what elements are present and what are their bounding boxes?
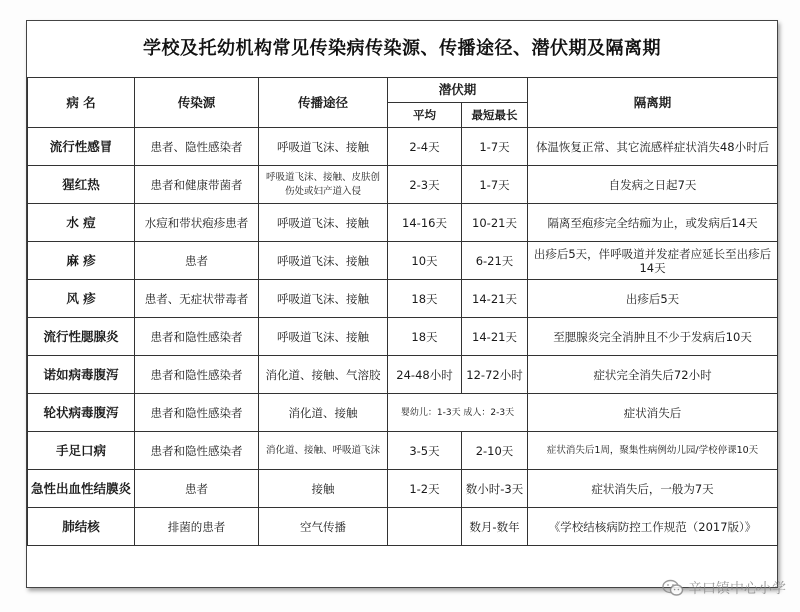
disease-name: 流行性感冒 xyxy=(28,128,135,166)
route-cell: 呼吸道飞沫、接触 xyxy=(259,318,388,356)
disease-name: 流行性腮腺炎 xyxy=(28,318,135,356)
isolation-cell: 隔离至疱疹完全结痂为止，或发病后14天 xyxy=(528,204,778,242)
isolation-cell: 出疹后5天，伴呼吸道并发症者应延长至出疹后14天 xyxy=(528,242,778,280)
range-cell: 数月-数年 xyxy=(462,508,528,546)
disease-name: 风 疹 xyxy=(28,280,135,318)
route-cell: 呼吸道飞沫、接触 xyxy=(259,242,388,280)
source-cell: 患者和隐性感染者 xyxy=(135,432,259,470)
isolation-cell: 症状完全消失后72小时 xyxy=(528,356,778,394)
isolation-cell: 出疹后5天 xyxy=(528,280,778,318)
route-cell: 消化道、接触、气溶胶 xyxy=(259,356,388,394)
table-row xyxy=(28,128,778,166)
source-cell: 水痘和带状疱疹患者 xyxy=(135,204,259,242)
wechat-icon xyxy=(662,579,684,597)
isolation-cell: 《学校结核病防控工作规范（2017版）》 xyxy=(528,508,778,546)
disease-name: 手足口病 xyxy=(28,432,135,470)
disease-name: 急性出血性结膜炎 xyxy=(28,470,135,508)
average-cell: 18天 xyxy=(388,280,462,318)
route-cell: 呼吸道飞沫、接触 xyxy=(259,204,388,242)
isolation-cell: 自发病之日起7天 xyxy=(528,166,778,204)
header-disease: 病 名 xyxy=(28,78,135,128)
source-cell: 患者和隐性感染者 xyxy=(135,318,259,356)
header-incubation: 潜伏期 xyxy=(388,78,528,103)
average-cell: 14-16天 xyxy=(388,204,462,242)
table-row xyxy=(28,318,778,356)
disease-name: 轮状病毒腹泻 xyxy=(28,394,135,432)
header-isolation: 隔离期 xyxy=(528,78,778,128)
average-cell: 10天 xyxy=(388,242,462,280)
range-cell: 1-7天 xyxy=(462,128,528,166)
range-cell: 14-21天 xyxy=(462,280,528,318)
header-route: 传播途径 xyxy=(259,78,388,128)
header-average: 平均 xyxy=(388,103,462,128)
watermark-text: 辛口镇中心小学 xyxy=(688,581,786,597)
table-row xyxy=(28,432,778,470)
average-cell: 18天 xyxy=(388,318,462,356)
average-cell: 3-5天 xyxy=(388,432,462,470)
isolation-cell: 症状消失后，一般为7天 xyxy=(528,470,778,508)
range-cell: 2-10天 xyxy=(462,432,528,470)
isolation-cell: 症状消失后 xyxy=(528,394,778,432)
disease-name: 诺如病毒腹泻 xyxy=(28,356,135,394)
route-cell: 消化道、接触 xyxy=(259,394,388,432)
table-row xyxy=(28,508,778,546)
source-cell: 患者和健康带菌者 xyxy=(135,166,259,204)
route-cell: 空气传播 xyxy=(259,508,388,546)
header-row-1 xyxy=(28,78,778,103)
disease-name: 麻 疹 xyxy=(28,242,135,280)
route-cell: 接触 xyxy=(259,470,388,508)
range-cell: 6-21天 xyxy=(462,242,528,280)
isolation-cell: 体温恢复正常、其它流感样症状消失48小时后 xyxy=(528,128,778,166)
table-row xyxy=(28,356,778,394)
average-cell: 2-4天 xyxy=(388,128,462,166)
average-cell: 1-2天 xyxy=(388,470,462,508)
table-row xyxy=(28,280,778,318)
header-source: 传染源 xyxy=(135,78,259,128)
average-cell: 24-48小时 xyxy=(388,356,462,394)
disease-name: 猩红热 xyxy=(28,166,135,204)
isolation-cell: 至腮腺炎完全消肿且不少于发病后10天 xyxy=(528,318,778,356)
table-row xyxy=(28,470,778,508)
route-cell: 呼吸道飞沫、接触 xyxy=(259,128,388,166)
source-cell: 患者和隐性感染者 xyxy=(135,394,259,432)
average-cell: 2-3天 xyxy=(388,166,462,204)
source-cell: 患者、隐性感染者 xyxy=(135,128,259,166)
source-cell: 患者 xyxy=(135,470,259,508)
route-cell: 消化道、接触、呼吸道飞沫 xyxy=(259,432,388,470)
range-cell: 12-72小时 xyxy=(462,356,528,394)
range-cell: 数小时-3天 xyxy=(462,470,528,508)
watermark xyxy=(662,578,786,598)
route-cell: 呼吸道飞沫、接触 xyxy=(259,280,388,318)
table-row xyxy=(28,394,778,432)
table-row xyxy=(28,242,778,280)
source-cell: 患者、无症状带毒者 xyxy=(135,280,259,318)
incubation-merged-cell: 婴幼儿：1-3天 成人：2-3天 xyxy=(388,394,528,432)
source-cell: 排菌的患者 xyxy=(135,508,259,546)
source-cell: 患者 xyxy=(135,242,259,280)
isolation-cell: 症状消失后1周，聚集性病例幼儿园/学校停课10天 xyxy=(528,432,778,470)
source-cell: 患者和隐性感染者 xyxy=(135,356,259,394)
table-row xyxy=(28,166,778,204)
range-cell: 14-21天 xyxy=(462,318,528,356)
header-min-max: 最短最长 xyxy=(462,103,528,128)
range-cell: 1-7天 xyxy=(462,166,528,204)
table-row xyxy=(28,204,778,242)
disease-name: 肺结核 xyxy=(28,508,135,546)
average-cell xyxy=(388,508,462,546)
page-title: 学校及托幼机构常见传染病传染源、传播途径、潜伏期及隔离期 xyxy=(27,21,777,78)
disease-name: 水 痘 xyxy=(28,204,135,242)
route-cell: 呼吸道飞沫、接触、皮肤创伤处或妇产道入侵 xyxy=(259,166,388,204)
range-cell: 10-21天 xyxy=(462,204,528,242)
table-frame xyxy=(26,20,778,588)
disease-table xyxy=(27,77,778,546)
